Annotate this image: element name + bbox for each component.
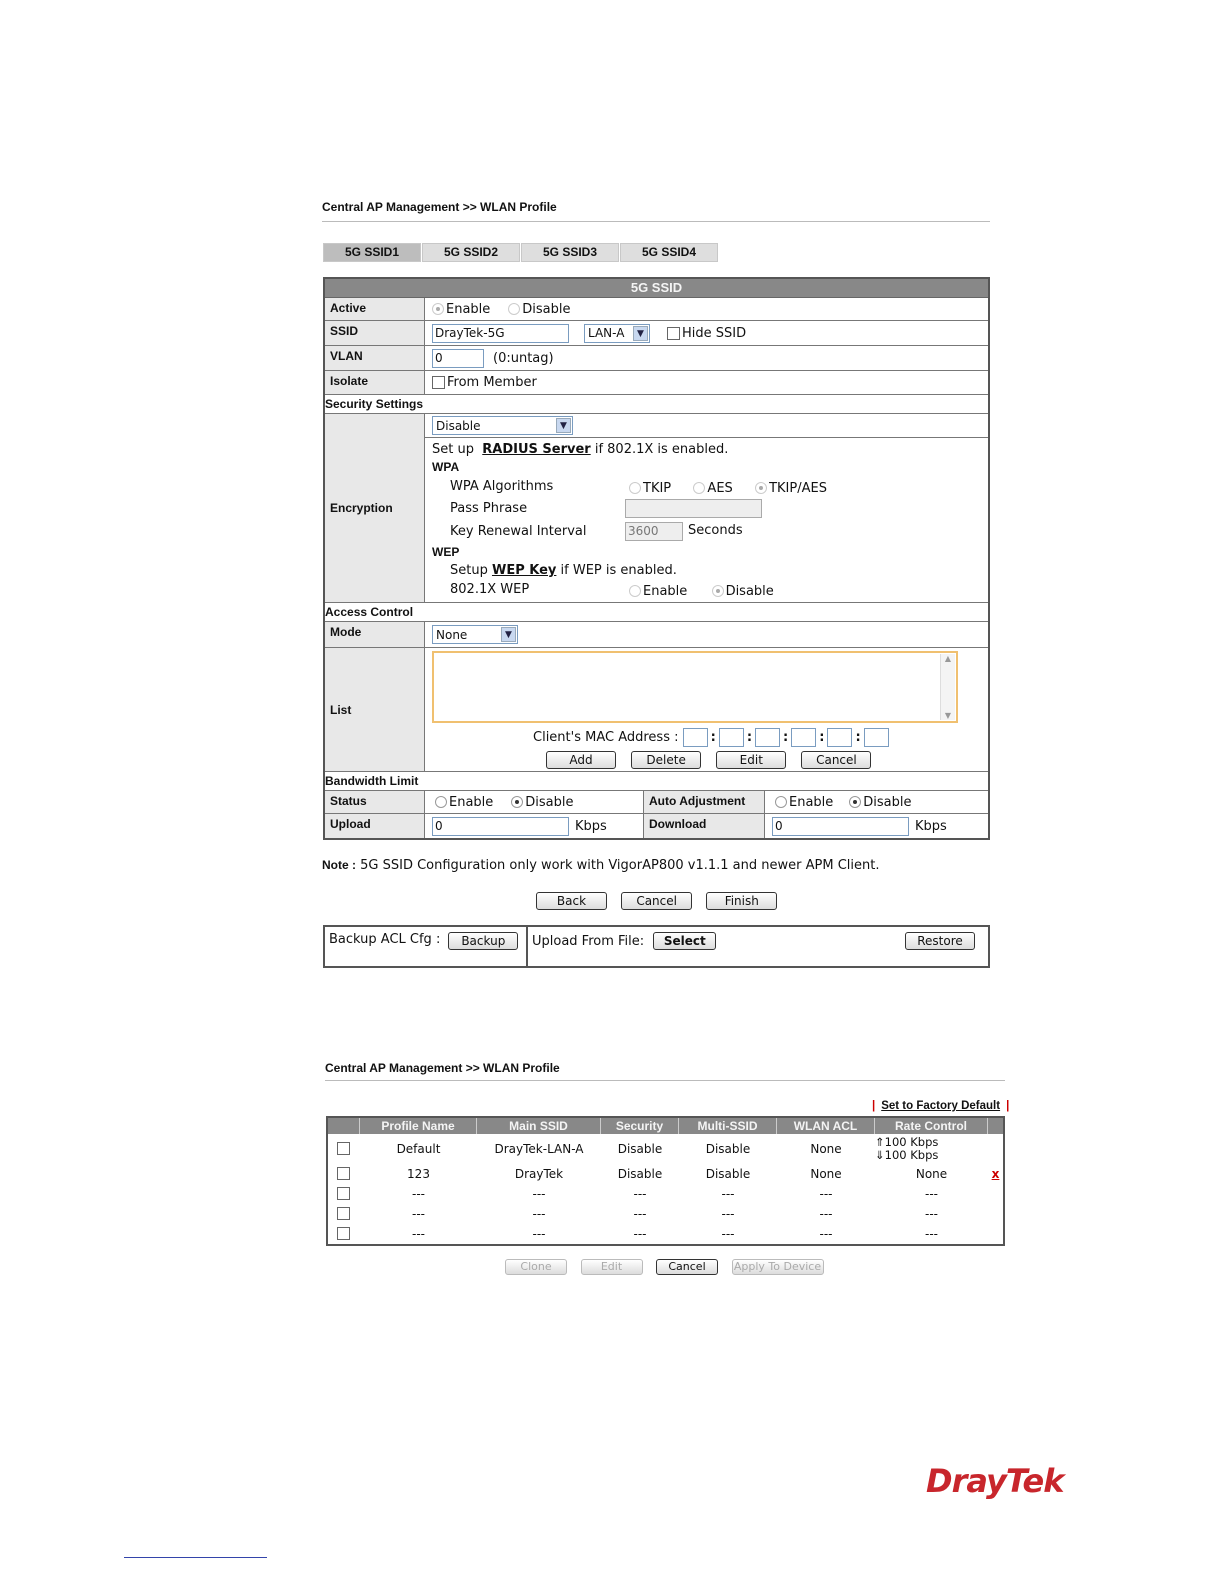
page-title: Central AP Management >> WLAN Profile xyxy=(322,200,557,214)
upload-unit: Kbps xyxy=(575,818,607,834)
bw-status-disable-radio[interactable] xyxy=(511,796,523,808)
seconds-label: Seconds xyxy=(688,523,743,538)
row-checkbox[interactable] xyxy=(337,1167,350,1180)
multi-ssid-cell: --- xyxy=(721,1207,735,1221)
tkip-label: TKIP xyxy=(643,481,672,496)
tab-5g-ssid2[interactable]: 5G SSID2 xyxy=(422,243,520,262)
rate-control-cell: None xyxy=(915,1167,948,1181)
upload-input[interactable]: 0 xyxy=(432,817,569,836)
download-label: Download xyxy=(644,814,765,838)
main-ssid-cell: --- xyxy=(532,1227,546,1241)
lan-select[interactable] xyxy=(584,324,650,343)
back-button[interactable]: Back xyxy=(536,892,607,910)
pass-phrase-label: Pass Phrase xyxy=(450,501,528,516)
wep-heading: WEP xyxy=(432,545,460,559)
chevron-down-icon: ▼ xyxy=(633,326,648,341)
select-file-button[interactable]: Select xyxy=(653,932,716,950)
download-unit: Kbps xyxy=(915,818,947,834)
tab-5g-ssid3[interactable]: 5G SSID3 xyxy=(521,243,619,262)
bw-status-disable-label: Disable xyxy=(525,794,574,810)
profile-name-cell: --- xyxy=(412,1187,425,1201)
scroll-down-icon[interactable]: ▼ xyxy=(944,711,952,720)
mac-octet-3[interactable] xyxy=(755,728,780,747)
separator: | xyxy=(1006,1100,1010,1112)
mac-octet-2[interactable] xyxy=(719,728,744,747)
footer-line xyxy=(124,1557,267,1558)
ssid-input[interactable]: DrayTek-5G xyxy=(432,324,569,343)
mode-label: Mode xyxy=(325,622,425,647)
hide-ssid-checkbox[interactable] xyxy=(667,327,680,340)
wep-disable-label: Disable xyxy=(725,584,774,599)
col-multi-ssid: Multi-SSID xyxy=(679,1118,777,1134)
main-ssid-cell: --- xyxy=(532,1187,546,1201)
security-cell: Disable xyxy=(617,1167,663,1181)
list-scrollbar[interactable] xyxy=(940,654,955,720)
active-label: Active xyxy=(325,298,425,320)
backup-button[interactable]: Backup xyxy=(448,932,518,950)
bw-status-enable-label: Enable xyxy=(449,794,494,810)
wlan-acl-cell: --- xyxy=(819,1187,833,1201)
mac-octet-4[interactable] xyxy=(791,728,816,747)
active-enable-radio[interactable] xyxy=(432,303,444,315)
wlan-acl-cell: None xyxy=(810,1142,842,1156)
security-settings-title: Security Settings xyxy=(325,395,988,414)
table-header: 5G SSID xyxy=(325,279,988,298)
wep-enable-radio[interactable] xyxy=(629,585,641,597)
delete-profile-link[interactable]: x xyxy=(991,1167,1000,1181)
wpa-heading: WPA xyxy=(432,460,460,474)
security-cell: --- xyxy=(633,1207,647,1221)
chevron-down-icon: ▼ xyxy=(501,627,516,642)
multi-ssid-cell: --- xyxy=(721,1187,735,1201)
active-enable-label: Enable xyxy=(446,301,491,317)
separator: | xyxy=(872,1100,876,1112)
select-col-header xyxy=(328,1118,360,1134)
pass-phrase-input[interactable] xyxy=(625,499,762,518)
ssid-tabs xyxy=(323,243,719,262)
factory-default-link[interactable]: Set to Factory Default xyxy=(881,1100,1001,1112)
backup-acl-label: Backup ACL Cfg : xyxy=(329,932,441,947)
apply-to-device-button[interactable]: Apply To Device xyxy=(732,1259,824,1275)
rate-down-cell: ⇓100 Kbps xyxy=(875,1148,939,1162)
restore-button[interactable]: Restore xyxy=(905,932,975,950)
auto-enable-label: Enable xyxy=(789,794,834,810)
list-cancel-button[interactable]: Cancel xyxy=(801,751,871,769)
auto-enable-radio[interactable] xyxy=(775,796,787,808)
access-control-title: Access Control xyxy=(325,603,988,622)
tab-5g-ssid1[interactable]: 5G SSID1 xyxy=(323,243,421,262)
mode-select[interactable] xyxy=(432,625,518,644)
multi-ssid-cell: Disable xyxy=(705,1167,751,1181)
auto-disable-radio[interactable] xyxy=(849,796,861,808)
encryption-select-value: Disable xyxy=(436,418,481,433)
key-renewal-input[interactable]: 3600 xyxy=(625,522,683,541)
security-cell: --- xyxy=(633,1187,647,1201)
backup-panel xyxy=(323,925,990,968)
vlan-hint: (0:untag) xyxy=(493,350,554,366)
wpa-algorithms-label: WPA Algorithms xyxy=(450,479,554,494)
bw-status-enable-radio[interactable] xyxy=(435,796,447,808)
mode-select-value: None xyxy=(436,627,468,642)
divider xyxy=(322,221,990,222)
radius-setup-text: Set up xyxy=(432,442,474,457)
tkip-aes-label: TKIP/AES xyxy=(769,481,827,496)
wep-8021x-label: 802.1X WEP xyxy=(450,582,530,597)
main-ssid-cell: DrayTek-LAN-A xyxy=(494,1142,584,1156)
aes-radio[interactable] xyxy=(693,482,705,494)
note-label: Note : xyxy=(322,858,356,872)
wep-setup-text: Setup xyxy=(450,563,488,578)
note-text: 5G SSID Configuration only work with VigorAP800 v1.1.1 and newer APM Client. xyxy=(360,858,880,873)
ssid-label: SSID xyxy=(325,321,425,345)
upload-label: Upload xyxy=(325,814,425,838)
isolate-label: Isolate xyxy=(325,371,425,394)
ssid-settings-table: 5G SSID Active Enable Disable SSID DrayTek-5G LAN-A ▼ Hide SSID VLAN 0 (0:untag) Isolate From Member Security Settings Encryption Disable ▼ Set up RADIUS Server if 802.1X is enabled. WPA WPA Algorithms TKIP AES TKIP/AES Pass Phrase Key Renewal Interval 3600 Seconds WEP Setup WEP Key if WEP is enabled. 802.1X WEP Enable Disable Access Control Mode None ▼ List ▲ ▼ Client's MAC Address : : : : : : Add Delete Edit Cancel Bandwidth Limit Status Enable Disable Auto Adjustment Enable Disable Upload 0 Kbps Download 0 Kbps xyxy=(323,277,990,840)
rate-up-cell: ⇑100 Kbps xyxy=(875,1135,939,1149)
table-row xyxy=(328,1184,1003,1204)
radius-server-link[interactable]: RADIUS Server xyxy=(482,442,591,457)
col-profile-name: Profile Name xyxy=(360,1118,477,1134)
profile-page-title: Central AP Management >> WLAN Profile xyxy=(325,1061,560,1075)
profile-name-cell: --- xyxy=(412,1207,425,1221)
radius-setup-suffix: if 802.1X is enabled. xyxy=(594,442,729,457)
col-wlan-acl: WLAN ACL xyxy=(777,1118,875,1134)
mac-list-box[interactable] xyxy=(432,651,958,723)
wep-enable-label: Enable xyxy=(643,584,688,599)
clone-button[interactable]: Clone xyxy=(505,1259,567,1275)
main-ssid-cell: --- xyxy=(532,1207,546,1221)
profile-name-cell: Default xyxy=(396,1142,441,1156)
mac-octet-5[interactable] xyxy=(827,728,852,747)
encryption-label: Encryption xyxy=(325,414,425,602)
scroll-up-icon[interactable]: ▲ xyxy=(944,654,952,663)
mac-address-label: Client's MAC Address : xyxy=(533,730,679,745)
bandwidth-limit-title: Bandwidth Limit xyxy=(325,772,988,791)
profile-cancel-button[interactable]: Cancel xyxy=(656,1259,718,1275)
from-member-label: From Member xyxy=(447,375,537,390)
status-label: Status xyxy=(325,791,425,813)
divider xyxy=(325,1080,1005,1081)
lan-select-value: LAN-A xyxy=(588,326,625,340)
active-disable-label: Disable xyxy=(522,301,571,317)
table-row xyxy=(328,1164,1003,1184)
vlan-label: VLAN xyxy=(325,346,425,370)
edit-button[interactable]: Edit xyxy=(716,751,786,769)
profile-name-cell: --- xyxy=(412,1227,425,1241)
col-security: Security xyxy=(601,1118,679,1134)
security-cell: --- xyxy=(633,1227,647,1241)
finish-button[interactable]: Finish xyxy=(706,892,777,910)
tkip-aes-radio[interactable] xyxy=(755,482,767,494)
chevron-down-icon: ▼ xyxy=(556,418,571,433)
encryption-select[interactable] xyxy=(432,416,573,435)
rate-control-cell: --- xyxy=(925,1187,938,1201)
active-disable-radio[interactable] xyxy=(508,303,520,315)
row-checkbox[interactable] xyxy=(337,1187,350,1200)
delete-col-header xyxy=(988,1118,1003,1134)
delete-button[interactable]: Delete xyxy=(631,751,701,769)
wep-setup-suffix: if WEP is enabled. xyxy=(560,563,677,578)
wep-disable-radio[interactable] xyxy=(712,585,724,597)
aes-label: AES xyxy=(707,481,733,496)
main-ssid-cell: DrayTek xyxy=(514,1167,564,1181)
rate-control-cell: --- xyxy=(925,1207,938,1221)
draytek-logo: DrayTek xyxy=(926,1462,1064,1500)
key-renewal-label: Key Renewal Interval xyxy=(450,524,587,539)
mac-octet-1[interactable] xyxy=(683,728,708,747)
hide-ssid-label: Hide SSID xyxy=(682,325,747,341)
list-label: List xyxy=(325,648,425,771)
mac-octet-6[interactable] xyxy=(864,728,889,747)
auto-adjustment-label: Auto Adjustment xyxy=(644,791,765,813)
profile-table-header xyxy=(328,1118,1003,1134)
cancel-button[interactable]: Cancel xyxy=(621,892,692,910)
wep-key-link[interactable]: WEP Key xyxy=(491,563,557,578)
tab-5g-ssid4[interactable]: 5G SSID4 xyxy=(620,243,718,262)
row-checkbox[interactable] xyxy=(337,1227,350,1240)
profile-edit-button[interactable]: Edit xyxy=(581,1259,643,1275)
table-row xyxy=(328,1224,1003,1244)
tkip-radio[interactable] xyxy=(629,482,641,494)
auto-disable-label: Disable xyxy=(863,794,912,810)
wlan-acl-cell: --- xyxy=(819,1227,833,1241)
from-member-checkbox[interactable] xyxy=(432,376,445,389)
table-row xyxy=(328,1134,1003,1164)
table-row xyxy=(328,1204,1003,1224)
vlan-input[interactable]: 0 xyxy=(432,349,484,368)
add-button[interactable]: Add xyxy=(546,751,616,769)
profile-name-cell: 123 xyxy=(407,1167,430,1181)
col-main-ssid: Main SSID xyxy=(477,1118,601,1134)
download-input[interactable]: 0 xyxy=(772,817,909,836)
col-rate-control: Rate Control xyxy=(875,1118,988,1134)
profile-table xyxy=(326,1116,1005,1246)
wlan-acl-cell: --- xyxy=(819,1207,833,1221)
row-checkbox[interactable] xyxy=(337,1142,350,1155)
security-cell: Disable xyxy=(617,1142,663,1156)
upload-file-label: Upload From File: xyxy=(532,934,645,949)
multi-ssid-cell: --- xyxy=(721,1227,735,1241)
row-checkbox[interactable] xyxy=(337,1207,350,1220)
wlan-acl-cell: None xyxy=(810,1167,842,1181)
rate-control-cell: --- xyxy=(925,1227,938,1241)
multi-ssid-cell: Disable xyxy=(705,1142,751,1156)
